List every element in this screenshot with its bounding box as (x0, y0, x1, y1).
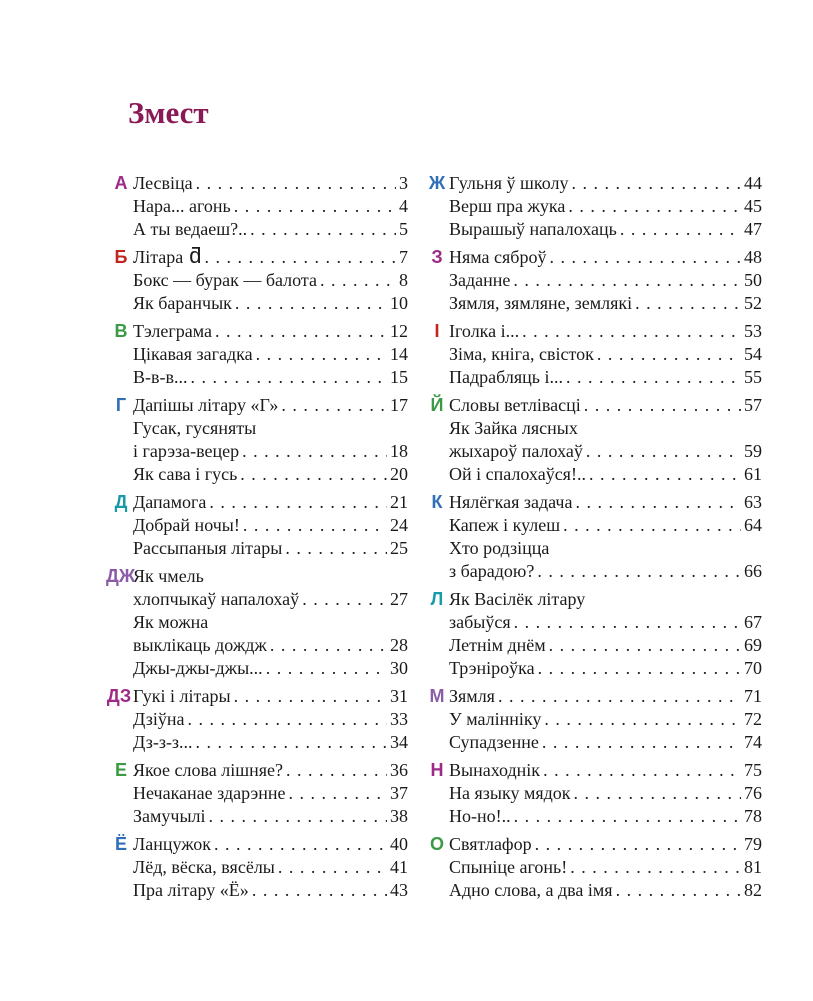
dot-leader (597, 343, 741, 366)
page-number: 72 (744, 709, 762, 729)
entry-title: Дзіўна (133, 709, 185, 729)
page-number: 54 (744, 344, 762, 364)
entry-title: Капеж і кулеш (449, 515, 561, 535)
dot-leader (278, 856, 387, 879)
dot-leader (549, 246, 741, 269)
entry-title: Якое слова лішняе? (133, 760, 284, 780)
toc-entry[interactable] (449, 343, 762, 366)
toc-entry[interactable] (449, 879, 762, 902)
entry-title: Нялёгкая задача (449, 492, 573, 512)
entry-title: Заданне (449, 270, 511, 290)
toc-letter-group (428, 246, 762, 315)
toc-entry[interactable] (449, 394, 762, 417)
dot-leader (196, 731, 387, 754)
toc-entry[interactable] (133, 320, 408, 343)
entry-title: Як Васілёк літару (449, 589, 586, 609)
toc-entry[interactable] (133, 366, 408, 389)
toc-entry[interactable] (449, 246, 762, 269)
toc-entry[interactable] (133, 685, 408, 708)
page-number: 48 (744, 247, 762, 267)
dot-leader (281, 394, 387, 417)
toc-entry[interactable] (133, 537, 408, 560)
page-title: Змест (128, 95, 209, 130)
dot-leader (584, 394, 741, 417)
toc-letter-group (106, 685, 408, 754)
dot-leader (285, 537, 387, 560)
dot-leader (586, 440, 741, 463)
dot-leader (270, 634, 387, 657)
toc-entry[interactable] (133, 218, 408, 241)
entry-title: Як баранчык (133, 293, 232, 313)
toc-letter-group (112, 243, 408, 315)
entry-title: Пра літару «Ё» (133, 880, 249, 900)
toc-entry[interactable] (133, 565, 408, 588)
group-spacer (428, 902, 762, 907)
dot-leader (566, 366, 741, 389)
entry-title: Джы-джы-джы... (133, 658, 263, 678)
page-number: 7 (399, 247, 408, 267)
entry-title: Зямля, зямляне, землякі (449, 293, 633, 313)
dot-leader (256, 343, 387, 366)
toc-entry[interactable] (133, 879, 408, 902)
toc-entry[interactable] (449, 172, 762, 195)
page-number: 75 (744, 760, 762, 780)
toc-entry[interactable] (449, 366, 762, 389)
dot-leader (498, 685, 741, 708)
entry-title: Лёд, вёска, вясёлы (133, 857, 275, 877)
toc-letter-group (428, 759, 762, 828)
toc-entry[interactable] (133, 195, 408, 218)
page-number: 76 (744, 783, 762, 803)
toc-letter-group (428, 320, 762, 389)
entry-title: Літара (133, 247, 184, 267)
dot-leader (196, 172, 396, 195)
page-number: 66 (744, 561, 762, 581)
section-letter: М (429, 686, 445, 706)
entry-title: У малінніку (449, 709, 542, 729)
section-letter: Л (430, 589, 444, 609)
dot-leader (575, 491, 741, 514)
entry-title: Зіма, кніга, свісток (449, 344, 594, 364)
toc-letter-group (428, 394, 762, 486)
entry-title: Летнім днём (449, 635, 546, 655)
entry-title: Тэлеграма (133, 321, 212, 341)
entry-title: Спыніце агонь! (449, 857, 568, 877)
toc-entry[interactable] (449, 269, 762, 292)
page-number: 3 (399, 173, 408, 193)
toc-entry[interactable] (449, 195, 762, 218)
toc-entry[interactable] (449, 634, 762, 657)
section-letter: А (114, 173, 128, 193)
page-number: 78 (744, 806, 762, 826)
dot-leader (563, 514, 741, 537)
section-letter: В (114, 321, 128, 341)
dot-leader (209, 805, 387, 828)
dot-leader (571, 172, 741, 195)
dot-leader (570, 856, 741, 879)
page-number: 47 (744, 219, 762, 239)
toc-entry[interactable] (133, 394, 408, 417)
entry-title: Лесвіца (133, 173, 193, 193)
page-number: 64 (744, 515, 762, 535)
dot-leader (514, 805, 741, 828)
entry-title: Хто родзіцца (449, 538, 550, 558)
toc-letter-group (112, 394, 408, 486)
page-number: 59 (744, 441, 762, 461)
page-number: 82 (744, 880, 762, 900)
toc-letter-group (112, 172, 408, 241)
dot-leader (538, 657, 741, 680)
toc-entry[interactable] (133, 514, 408, 537)
toc-entry[interactable] (133, 833, 408, 856)
page-number: 40 (390, 834, 408, 854)
section-letter: О (429, 834, 444, 854)
page-number: 69 (744, 635, 762, 655)
section-letter: К (431, 492, 443, 512)
toc-entry[interactable] (449, 218, 762, 241)
entry-title: Дз-з-з... (133, 732, 193, 752)
page-number: 45 (744, 196, 762, 216)
dot-leader (252, 879, 387, 902)
toc-entry[interactable] (133, 292, 408, 315)
toc-letter-group (112, 491, 408, 560)
dot-leader (514, 611, 741, 634)
page-number: 55 (744, 367, 762, 387)
entry-title: Як чмель (133, 566, 204, 586)
entry-title: Падрабляць і... (449, 367, 563, 387)
page-number: 71 (744, 686, 762, 706)
entry-title: Дапішы літару «Г» (133, 395, 279, 415)
toc-entry[interactable] (133, 588, 408, 611)
page-number: 18 (390, 441, 408, 461)
page-number: 10 (390, 293, 408, 313)
page-number: 4 (399, 196, 408, 216)
dot-leader (243, 514, 387, 537)
entry-title: жыхароў палохаў (449, 441, 583, 461)
toc-entry[interactable] (449, 759, 762, 782)
toc-entry[interactable] (133, 634, 408, 657)
page-number: 52 (744, 293, 762, 313)
toc-entry[interactable] (133, 782, 408, 805)
page-number: 30 (390, 658, 408, 678)
section-letter: І (434, 321, 440, 341)
entry-title: з барадою? (449, 561, 535, 581)
toc-entry[interactable] (449, 292, 762, 315)
toc-entry[interactable] (133, 805, 408, 828)
toc-entry[interactable] (449, 463, 762, 486)
page-number: 44 (744, 173, 762, 193)
dot-leader (549, 634, 741, 657)
entry-title: Но-но!.. (449, 806, 511, 826)
dot-leader (620, 218, 741, 241)
page-number: 17 (390, 395, 408, 415)
page-number: 34 (390, 732, 408, 752)
dot-leader (522, 320, 741, 343)
entry-title: і гарэза-вецер (133, 441, 240, 461)
page-number: 5 (399, 219, 408, 239)
entry-title: Святлафор (449, 834, 532, 854)
toc-entry[interactable] (449, 731, 762, 754)
page-number: 79 (744, 834, 762, 854)
toc-letter-group (112, 320, 408, 389)
page-number: 20 (390, 464, 408, 484)
entry-title: Трэніроўка (449, 658, 535, 678)
toc-entry[interactable] (133, 657, 408, 680)
toc-entry[interactable] (449, 417, 762, 440)
toc-letter-group (428, 588, 762, 680)
section-letter: Б (114, 247, 128, 267)
toc-entry[interactable] (449, 611, 762, 634)
entry-title: Адно слова, а два імя (449, 880, 613, 900)
dot-leader (266, 657, 387, 680)
page-number: 38 (390, 806, 408, 826)
entry-title: Няма сяброў (449, 247, 547, 267)
page-number: 12 (390, 321, 408, 341)
entry-title: Супадзенне (449, 732, 539, 752)
page-number: 67 (744, 612, 762, 632)
page-number: 43 (390, 880, 408, 900)
entry-title: Верш пра жука (449, 196, 566, 216)
dot-leader (543, 759, 741, 782)
toc-entry[interactable] (133, 417, 408, 440)
page-number: 25 (390, 538, 408, 558)
page-number: 50 (744, 270, 762, 290)
page-number: 33 (390, 709, 408, 729)
entry-title: Як Зайка лясных (449, 418, 578, 438)
letter-b-glyph-icon: ƌ (189, 243, 202, 268)
section-letter: Й (430, 395, 444, 415)
dot-leader (544, 708, 741, 731)
dot-leader (302, 588, 387, 611)
dot-leader (250, 218, 396, 241)
dot-leader (513, 269, 741, 292)
dot-leader (616, 879, 741, 902)
dot-leader (234, 685, 387, 708)
toc-entry[interactable] (133, 759, 408, 782)
page-number: 24 (390, 515, 408, 535)
entry-title: Як можна (133, 612, 209, 632)
toc-entry[interactable] (449, 657, 762, 680)
toc-entry[interactable] (133, 708, 408, 731)
page-number: 21 (390, 492, 408, 512)
toc-entry[interactable] (133, 856, 408, 879)
page-number: 53 (744, 321, 762, 341)
toc-right-column (428, 172, 762, 907)
section-letter: З (431, 247, 443, 267)
dot-leader (635, 292, 741, 315)
page-number: 61 (744, 464, 762, 484)
toc-entry[interactable] (449, 560, 762, 583)
dot-leader (209, 491, 387, 514)
toc-entry[interactable] (133, 463, 408, 486)
toc-entry[interactable] (133, 269, 408, 292)
dot-leader (242, 440, 387, 463)
dot-leader (568, 195, 741, 218)
dot-leader (205, 246, 396, 269)
entry-title: Ланцужок (133, 834, 211, 854)
dot-leader (240, 463, 387, 486)
dot-leader (289, 782, 387, 805)
section-letter: Ё (114, 834, 128, 854)
toc-letter-group (428, 172, 762, 241)
toc-entry[interactable] (449, 588, 762, 611)
entry-title: В-в-в... (133, 367, 188, 387)
entry-title: забыўся (449, 612, 511, 632)
page-number: 31 (390, 686, 408, 706)
entry-title: На языку мядок (449, 783, 571, 803)
dot-leader (542, 731, 741, 754)
toc-entry[interactable] (133, 491, 408, 514)
toc-letter-group (428, 491, 762, 583)
dot-leader (234, 195, 396, 218)
toc-entry[interactable] (449, 514, 762, 537)
entry-title: Дапамога (133, 492, 207, 512)
toc-entry[interactable] (133, 343, 408, 366)
section-letter: Ж (428, 173, 446, 193)
entry-title: Вырашыў напалохаць (449, 219, 617, 239)
entry-title: Цікавая загадка (133, 344, 253, 364)
toc-entry[interactable] (449, 708, 762, 731)
page-number: 14 (390, 344, 408, 364)
dot-leader (537, 560, 741, 583)
entry-title: Нара... агонь (133, 196, 231, 216)
dot-leader (589, 463, 741, 486)
toc-entry[interactable] (449, 856, 762, 879)
entry-title: А ты ведаеш?.. (133, 219, 248, 239)
dot-leader (535, 833, 741, 856)
toc-entry[interactable] (133, 440, 408, 463)
toc-entry[interactable] (133, 172, 408, 195)
entry-title: Нечаканае здарэнне (133, 783, 286, 803)
toc-letter-group (428, 833, 762, 902)
page-number: 57 (744, 395, 762, 415)
page-number: 28 (390, 635, 408, 655)
toc-letter-group (428, 685, 762, 754)
entry-title: Вынаходнік (449, 760, 541, 780)
toc-left-column (106, 172, 408, 907)
entry-title: Гульня ў школу (449, 173, 569, 193)
toc-entry[interactable] (449, 440, 762, 463)
section-letter: ДЖ (106, 566, 136, 586)
toc-letter-group (112, 833, 408, 902)
section-letter: ДЗ (106, 686, 132, 706)
dot-leader (191, 366, 388, 389)
entry-title: Бокс — бурак — балота (133, 270, 317, 290)
entry-title: хлопчыкаў напалохаў (133, 589, 300, 609)
page-number: 81 (744, 857, 762, 877)
toc-entry[interactable] (449, 833, 762, 856)
dot-leader (235, 292, 387, 315)
dot-leader (214, 833, 387, 856)
dot-leader (574, 782, 741, 805)
entry-title: Добрай ночы! (133, 515, 240, 535)
toc-entry[interactable] (133, 243, 408, 269)
section-letter: Е (114, 760, 127, 780)
page-number: 63 (744, 492, 762, 512)
entry-title: Іголка і... (449, 321, 520, 341)
entry-title: Ой і спалохаўся!.. (449, 464, 586, 484)
section-letter: Г (115, 395, 127, 415)
toc-entry[interactable] (449, 685, 762, 708)
entry-title: Як сава і гусь (133, 464, 238, 484)
entry-title: Гукі і літары (133, 686, 231, 706)
entry-title: Зямля (449, 686, 495, 706)
entry-title: Гусак, гусяняты (133, 418, 257, 438)
page-number: 15 (390, 367, 408, 387)
entry-title: Рассыпаныя літары (133, 538, 283, 558)
toc-entry[interactable] (449, 805, 762, 828)
group-spacer (112, 902, 408, 907)
dot-leader (187, 708, 387, 731)
entry-title: Словы ветлівасці (449, 395, 581, 415)
section-letter: Н (430, 760, 444, 780)
dot-leader (320, 269, 396, 292)
page-number: 41 (390, 857, 408, 877)
page-number: 74 (744, 732, 762, 752)
toc-entry[interactable] (449, 537, 762, 560)
toc-entry[interactable] (449, 320, 762, 343)
dot-leader (215, 320, 387, 343)
page-number: 36 (390, 760, 408, 780)
page-number: 8 (399, 270, 408, 290)
toc-entry[interactable] (133, 611, 408, 634)
entry-title: Замучылі (133, 806, 206, 826)
dot-leader (286, 759, 387, 782)
page-number: 70 (744, 658, 762, 678)
toc-entry[interactable] (133, 731, 408, 754)
section-letter: Д (114, 492, 128, 512)
toc-letter-group (112, 759, 408, 828)
toc-letter-group (106, 565, 408, 680)
entry-title: выклікаць дождж (133, 635, 267, 655)
page-number: 27 (390, 589, 408, 609)
page-number: 37 (390, 783, 408, 803)
toc-entry[interactable] (449, 491, 762, 514)
toc-entry[interactable] (449, 782, 762, 805)
